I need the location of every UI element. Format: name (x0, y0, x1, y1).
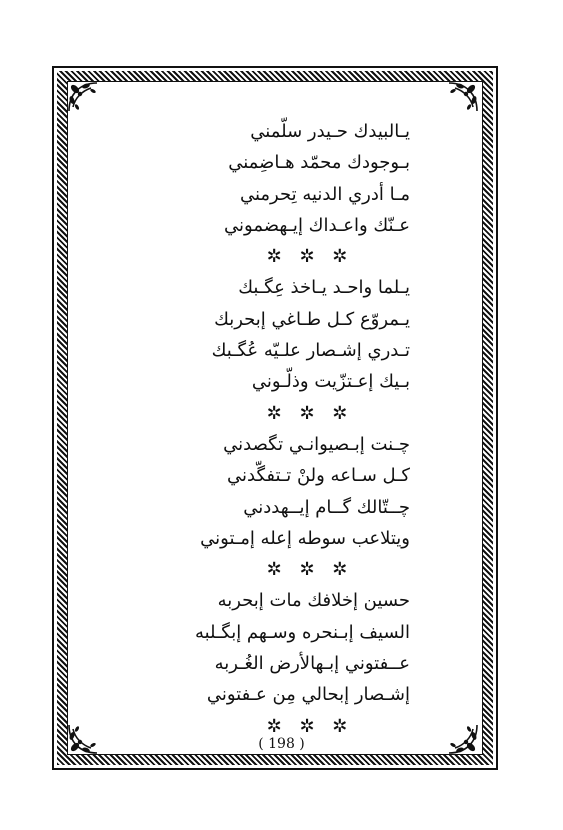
stanza-separator: ✲ ✲ ✲ (266, 559, 354, 581)
poem-line: ويتلاعب سوطه إعله إمـتوني (200, 527, 410, 549)
page-number: ( 198 ) (258, 736, 305, 752)
poem-line: السيف إبـنحره وسـهم إبگـلبه (194, 621, 410, 643)
poem-line: مـا أدري الدنيه تِحرمني (239, 183, 410, 205)
poem-line: كـل سـاعه ولنْ تـتفگّدني (227, 465, 410, 487)
floral-corner-ornament-icon (446, 80, 480, 114)
stanza-separator: ✲ ✲ ✲ (266, 715, 354, 737)
poem-line: حسين إخلافك مات إبحربه (217, 590, 410, 612)
poem-line: إشـصار إبحالي مِن عـفتوني (206, 684, 410, 706)
floral-corner-ornament-icon (66, 80, 100, 114)
poem-line: بـوجودك محمّد هـاضِمني (228, 152, 410, 174)
stanza (140, 585, 410, 710)
stanza-separator: ✲ ✲ ✲ (266, 402, 354, 424)
poem-line: عــفتوني إبـهالأرض الغُـربه (214, 653, 410, 675)
poem-line: بـيك إعـتزّيت وذلّـوني (251, 371, 410, 393)
poem-line: چـنت إبـصيوانـي تگصدني (223, 433, 410, 455)
poem (140, 116, 410, 742)
poem-line: يـالبيدك حـيدر سلّمني (250, 121, 410, 142)
poem-line: عـنّك واعـداك إيـهضموني (224, 214, 410, 236)
stanza-separator: ✲ ✲ ✲ (266, 246, 354, 268)
poem-line: يـمروّع كـل طـاغي إبحربك (214, 308, 410, 330)
stanza (140, 272, 410, 397)
poem-line: يـلما واحـد يـاخذ عِگـبك (238, 277, 410, 299)
poem-line: چــتّالك گــام إيــهددني (243, 496, 410, 518)
stanza (140, 116, 410, 241)
poem-line: تـدري إشـصار علـيّه عُگـبك (211, 340, 410, 362)
stanza (140, 429, 410, 554)
